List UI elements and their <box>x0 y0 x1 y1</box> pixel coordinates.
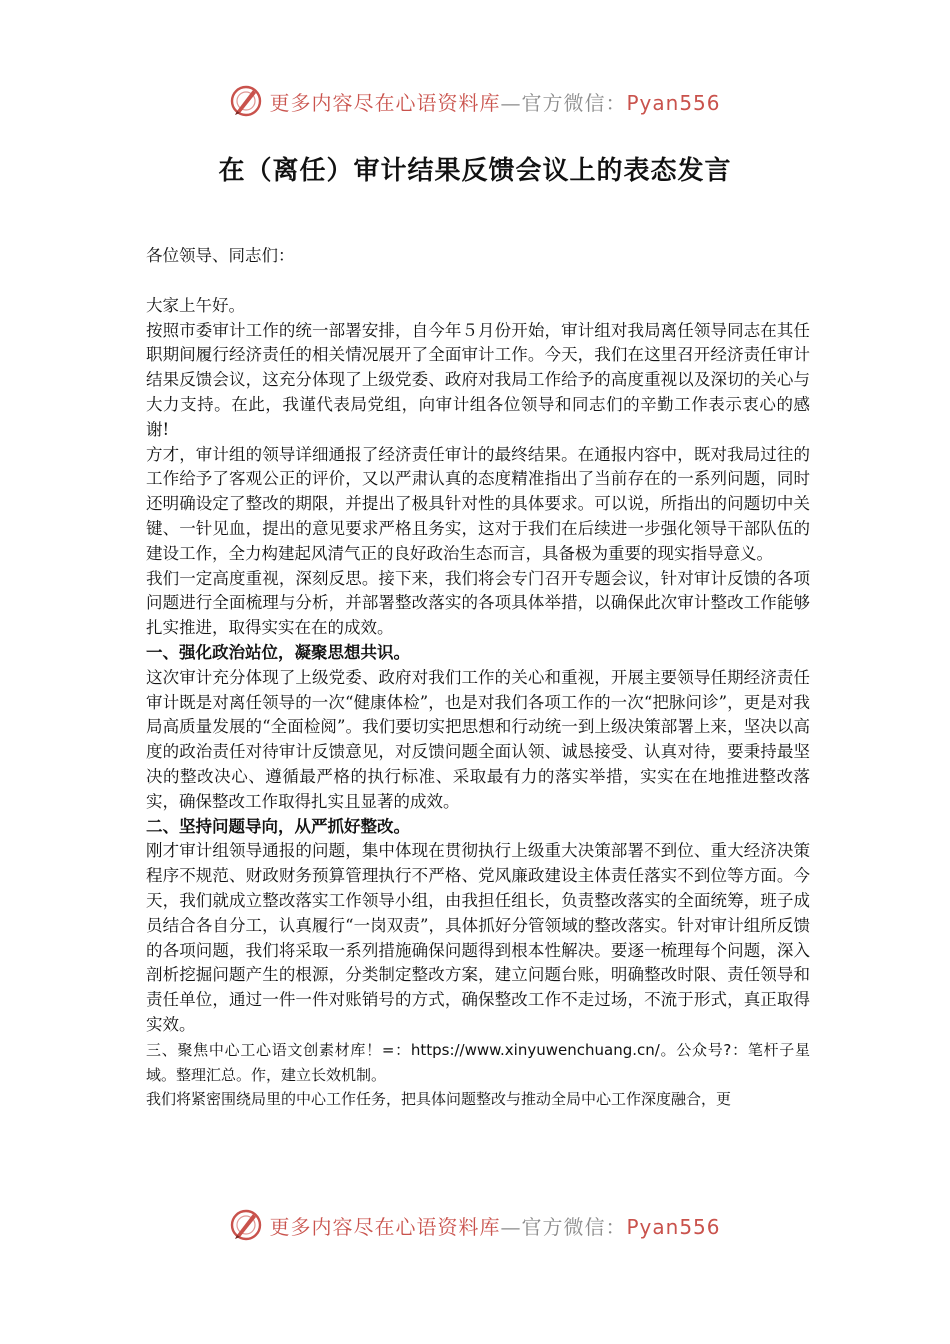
watermark-header <box>0 84 950 118</box>
watermark-text <box>269 87 720 116</box>
watermark-id: Pyan556 <box>626 1214 721 1239</box>
paragraph-3: 我们一定高度重视，深刻反思。接下来，我们将会专门召开专题会议，针对审计反馈的各项问题进行全面梳理与分析，并部署整改落实的各项具体举措，以确保此次审计整改工作能够扎实推进，取得实实在在的成效。 <box>146 568 810 638</box>
paragraph-6: 三、聚焦中心工心语文创素材库！=：https://www.xinyuwenchuang.cn/。公众号?：笔杆子星域。整理汇总。作，建立长效机制。 <box>146 1040 810 1084</box>
paragraph-7: 我们将紧密围绕局里的中心工作任务，把具体问题整改与推动全局中心工作深度融合，更 <box>146 1090 732 1109</box>
paragraph-4: 这次审计充分体现了上级党委、政府对我们工作的关心和重视，开展主要领导任期经济责任审计既是对离任领导的一次“健康体检”，也是对我们各项工作的一次“把脉问诊”，更是对我局高质量发展的“全面检阅”。我们要切实把思想和行动统一到上级决策部署上来，坚决以高度的政治责任对待审计反馈意见，对反馈问题全面认领、诚恳接受、认真对待，要秉持最坚决的整改决心、遵循最严格的执行标准、采取最有力的落实举措，实实在在地推进整改落实，确保整改工作取得扎实且显著的成效。 <box>146 667 810 811</box>
watermark-dash: — <box>500 90 522 115</box>
paragraph-5: 刚才审计组领导通报的问题，集中体现在贯彻执行上级重大决策部署不到位、重大经济决策程序不规范、财政财务预算管理执行不严格、党风廉政建设主体责任落实不到位等方面。今天，我们就成立整改落实工作领导小组，由我担任组长，负责整改落实的全面统筹，班子成员结合各自分工，认真履行“一岗双责”，具体抓好分管领域的整改落实。针对审计组所反馈的各项问题，我们将采取一系列措施确保问题得到根本性解决。要逐一梳理每个问题，深入剖析挖掘问题产生的根源，分类制定整改方案，建立问题台账，明确整改时限、责任领导和责任单位，通过一件一件对账销号的方式，确保整改工作不走过场，不流于形式，真正取得实效。 <box>146 841 810 1034</box>
salutation: 各位领导、同志们： <box>146 246 295 265</box>
section-heading-1: 一、强化政治站位，凝聚思想共识。 <box>146 642 410 662</box>
section-heading-2: 二、坚持问题导向，从严抓好整改。 <box>146 816 410 836</box>
watermark-dash: — <box>500 1214 522 1239</box>
paragraph-gap <box>146 269 810 294</box>
watermark-id: Pyan556 <box>626 90 721 115</box>
watermark <box>229 84 720 118</box>
document-title: 在（离任）审计结果反馈会议上的表态发言 <box>218 156 732 186</box>
watermark-label: 官方微信： <box>521 90 627 115</box>
document-body <box>146 244 810 1112</box>
watermark <box>229 1208 720 1242</box>
watermark-footer <box>0 1208 950 1242</box>
watermark-text <box>269 1211 720 1240</box>
paragraph-1: 按照市委审计工作的统一部署安排，自今年５月份开始，审计组对我局离任领导同志在其任职期间履行经济责任的相关情况展开了全面审计工作。今天，我们在这里召开经济责任审计结果反馈会议，这充分体现了上级党委、政府对我局工作给予的高度重视以及深切的关心与大力支持。在此，我谨代表局党组，向审计组各位领导和同志们的辛勤工作表示衷心的感谢! <box>146 320 810 439</box>
greeting: 大家上午好。 <box>146 295 245 315</box>
pen-circle-logo-icon <box>229 1208 263 1242</box>
watermark-label: 官方微信： <box>521 1214 627 1239</box>
pen-circle-logo-icon <box>229 84 263 118</box>
paragraph-2: 方才，审计组的领导详细通报了经济责任审计的最终结果。在通报内容中，既对我局过往的工作给予了客观公正的评价，又以严肃认真的态度精准指出了当前存在的一系列问题，同时还明确设定了整改的期限，并提出了极具针对性的具体要求。可以说，所指出的问题切中关键、一针见血，提出的意见要求严格且务实，这对于我们在后续进一步强化领导干部队伍的建设工作，全力构建起风清气正的良好政治生态而言，具备极为重要的现实指导意义。 <box>146 444 810 563</box>
watermark-brand: 更多内容尽在心语资料库 <box>269 1214 501 1239</box>
watermark-brand: 更多内容尽在心语资料库 <box>269 90 501 115</box>
